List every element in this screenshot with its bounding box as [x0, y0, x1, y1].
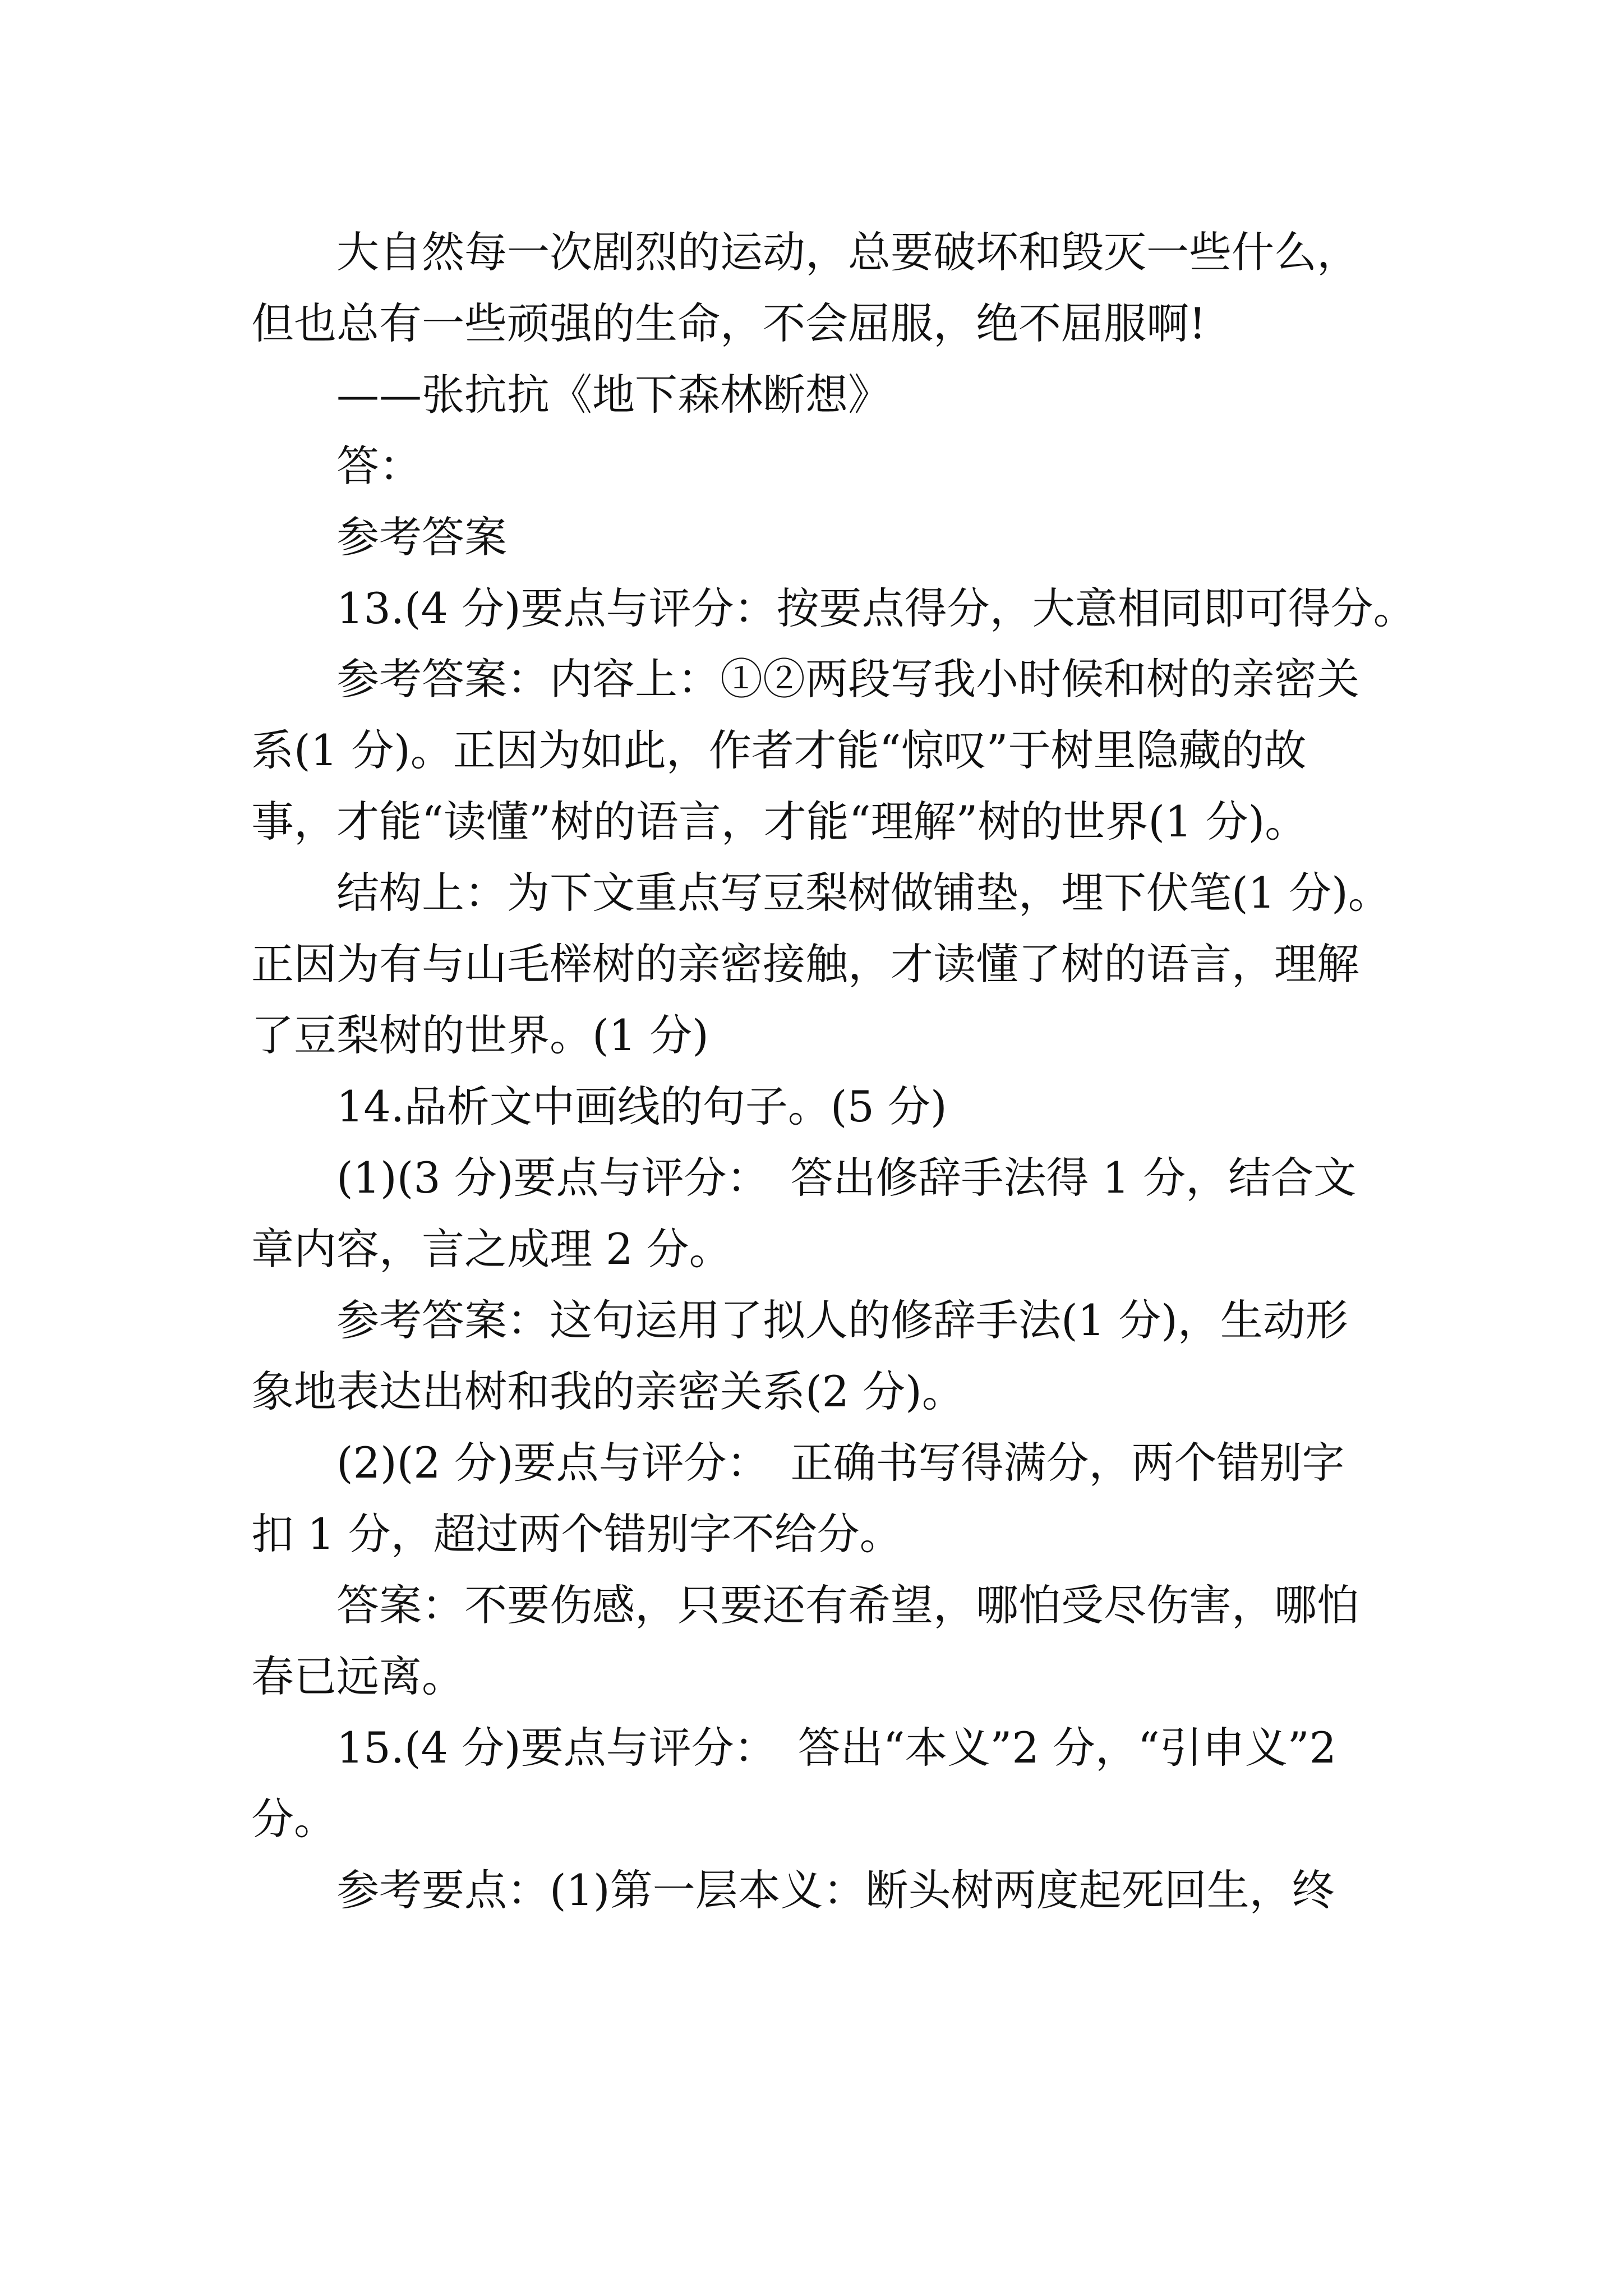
- text-line: 13.(4 分)要点与评分：按要点得分，大意相同即可得分。: [251, 583, 1416, 633]
- text-line: 章内容，言之成理 2 分。: [251, 1224, 732, 1274]
- text-line: (2)(2 分)要点与评分： 正确书写得满分，两个错别字: [251, 1438, 1345, 1488]
- text-line: 15.(4 分)要点与评分： 答出“本义”2 分，“引申义”2: [251, 1723, 1336, 1773]
- text-line: 参考答案：内容上：①②两段写我小时候和树的亲密关: [251, 654, 1359, 704]
- text-line: 扣 1 分，超过两个错别字不给分。: [251, 1509, 902, 1559]
- text-line: 了豆梨树的世界。(1 分): [251, 1010, 709, 1060]
- text-line: 事，才能“读懂”树的语言，才能“理解”树的世界(1 分)。: [251, 797, 1308, 846]
- text-line: 14.品析文中画线的句子。(5 分): [251, 1082, 947, 1131]
- text-line: 分。: [251, 1794, 336, 1844]
- text-line: 参考答案: [251, 512, 507, 562]
- text-line: 春已远离。: [251, 1651, 464, 1701]
- text-line: ——张抗抗《地下森林断想》: [251, 370, 891, 420]
- text-line: 结构上：为下文重点写豆梨树做铺垫，埋下伏笔(1 分)。: [251, 868, 1391, 918]
- text-line: (1)(3 分)要点与评分： 答出修辞手法得 1 分，结合文: [251, 1153, 1357, 1203]
- text-line: 答：: [251, 441, 422, 491]
- text-line: 参考答案：这句运用了拟人的修辞手法(1 分)，生动形: [251, 1295, 1348, 1345]
- text-line: 系(1 分)。正因为如此，作者才能“惊叹”于树里隐藏的故: [251, 725, 1307, 775]
- text-line: 正因为有与山毛榉树的亲密接触，才读懂了树的语言，理解: [251, 939, 1359, 989]
- text-line: 但也总有一些顽强的生命，不会屈服，绝不屈服啊!: [251, 298, 1206, 348]
- text-line: 参考要点：(1)第一层本义：断头树两度起死回生，终: [251, 1865, 1335, 1915]
- text-line: 象地表达出树和我的亲密关系(2 分)。: [251, 1366, 965, 1416]
- text-line: 大自然每一次剧烈的运动，总要破坏和毁灭一些什么，: [251, 227, 1359, 277]
- text-line: 答案：不要伤感，只要还有希望，哪怕受尽伤害，哪怕: [251, 1580, 1359, 1630]
